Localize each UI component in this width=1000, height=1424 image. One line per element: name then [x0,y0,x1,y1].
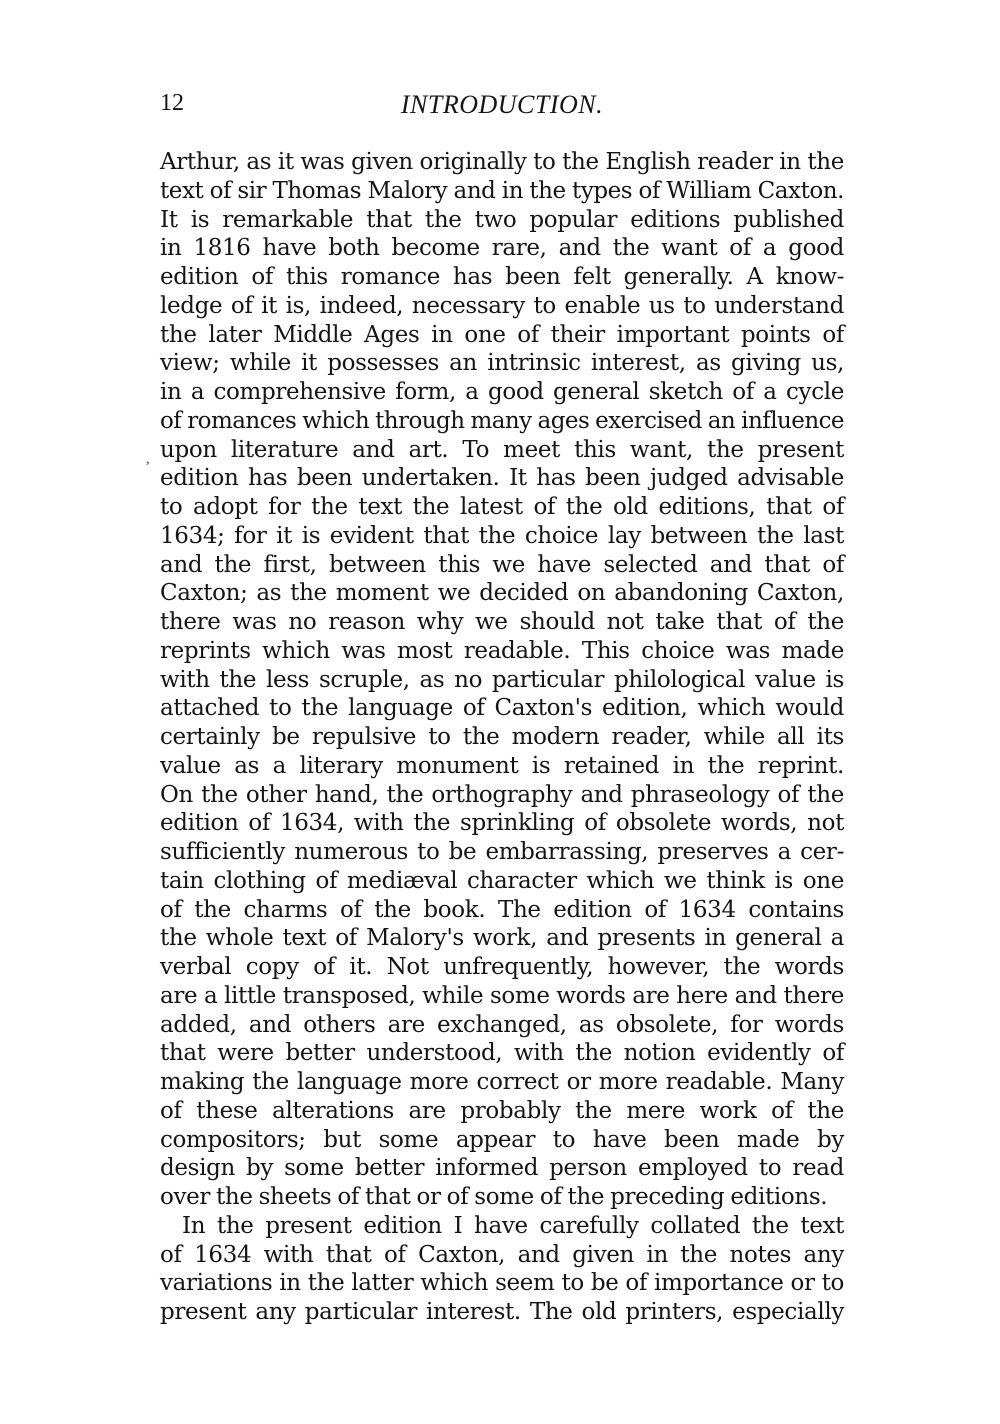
text-line: Caxton; as the moment we decided on abandoning Caxton, [160,580,844,607]
text-line: edition of 1634, with the sprinkling of obsolete words, not [160,810,844,837]
text-line: there was no reason why we should not take that of the [160,609,844,635]
text-line: present any particular interest. The old printers, especially [160,1299,844,1325]
text-line: added, and others are exchanged, as obsolete, for words [160,1011,844,1038]
text-line: in a comprehensive form, a good general sketch of a cycle [160,379,844,405]
text-line: in 1816 have both become rare, and the want of a good [160,235,844,262]
text-line: and the first, between this we have selected and that of [160,551,844,578]
text-line: to adopt for the text the latest of the old editions, that of [160,494,844,520]
text-line: It is remarkable that the two popular editions published [160,206,844,233]
text-line: text of sir Thomas Malory and in the types of William Caxton. [160,177,844,204]
text-line: that were better understood, with the notion evidently of [160,1040,844,1067]
body-text [160,148,844,1327]
text-line: On the other hand, the orthography and phraseology of the [160,781,844,808]
text-line: 1634; for it is evident that the choice lay between the last [160,522,844,549]
text-line: certainly be repulsive to the modern reader, while all its [160,724,844,750]
text-line: Arthur, as it was given originally to the English reader in the [160,149,844,175]
text-line: upon literature and art. To meet this want, the present [160,436,844,463]
text-line: view; while it possesses an intrinsic interest, as giving us, [160,350,844,377]
text-line: verbal copy of it. Not unfrequently, however, the words [160,954,844,980]
text-line: ledge of it is, indeed, necessary to enable us to understand [160,292,844,319]
text-line: with the less scruple, as no particular philological value is [160,666,844,693]
running-title: INTRODUCTION. [400,90,604,119]
text-line: edition has been undertaken. It has been judged advisable [160,465,844,492]
text-line: of the charms of the book. The edition of 1634 contains [160,896,844,923]
text-line: tain clothing of mediæval character which we think is one [160,867,844,894]
text-line: value as a literary monument is retained in the reprint. [160,752,844,779]
page-number: 12 [160,90,184,116]
running-head [160,90,844,126]
text-line: In the present edition I have carefully collated the text [182,1212,844,1239]
text-line: the whole text of Malory's work, and presents in general a [160,925,844,952]
text-line: reprints which was most readable. This choice was made [160,637,844,664]
text-line: are a little transposed, while some words are here and there [160,982,844,1009]
margin-mark: , [146,452,150,467]
text-line: edition of this romance has been felt generally. A know- [160,264,844,290]
text-line: design by some better informed person employed to read [160,1155,844,1182]
text-line: making the language more correct or more readable. Many [160,1069,844,1095]
text-line: variations in the latter which seem to be of importance or to [160,1270,844,1297]
text-line: compositors; but some appear to have been made by [160,1126,844,1153]
text-line: of these alterations are probably the mere work of the [160,1097,844,1124]
text-line: sufficiently numerous to be embarrassing, preserves a cer- [160,839,844,865]
text-line: of romances which through many ages exercised an influence [160,407,844,434]
text-line: of 1634 with that of Caxton, and given in the notes any [160,1241,844,1268]
text-line: attached to the language of Caxton's edition, which would [160,695,844,722]
text-line: over the sheets of that or of some of the preceding editions. [160,1184,828,1210]
text-line: the later Middle Ages in one of their important points of [160,321,844,348]
